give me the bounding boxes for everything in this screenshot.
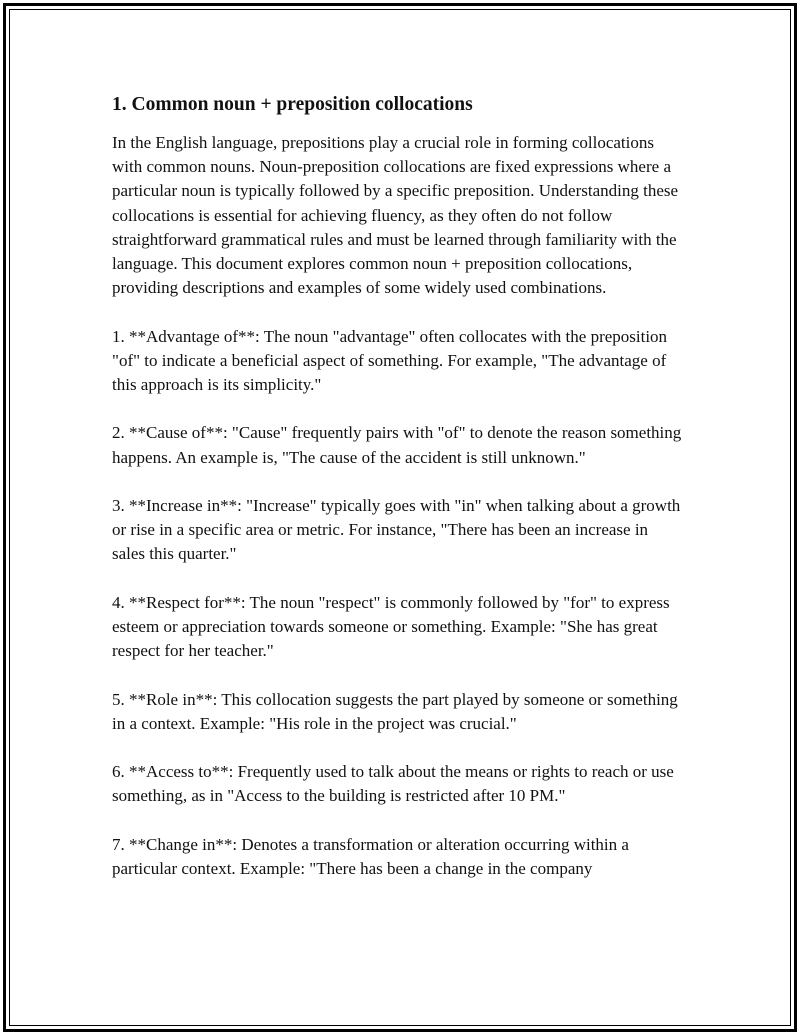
collocation-access-to: 6. **Access to**: Frequently used to talk about the means or rights to reach or use something, as in "Access to the building is restricted after 10 PM."	[112, 762, 674, 806]
collocation-respect-for: 4. **Respect for**: The noun "respect" is commonly followed by "for" to express esteem or appreciation towards someone or something. Example: "She has great respect for her teacher."	[112, 592, 670, 661]
collocation-change-in: 7. **Change in**: Denotes a transformation or alteration occurring within a particular context. Example: "There has been a change in the company	[112, 834, 629, 878]
collocation-role-in: 5. **Role in**: This collocation suggests the part played by someone or something in a context. Example: "His role in the project was crucial."	[112, 689, 678, 733]
intro-paragraph: In the English language, prepositions play a crucial role in forming collocations with common nouns. Noun-preposition collocations are fixed expressions where a particular noun is typically followed by a specific preposition. Understanding these collocations is essential for achieving fluency, as they often do not follow straightforward grammatical rules and must be learned through familiarity with the language. This document explores common noun + preposition collocations, providing descriptions and examples of some widely used combinations.	[112, 133, 679, 298]
collocation-cause-of: 2. **Cause of**: "Cause" frequently pairs with "of" to denote the reason something happens. An example is, "The cause of the accident is still unknown."	[112, 423, 682, 467]
collocation-advantage-of: 1. **Advantage of**: The noun "advantage" often collocates with the preposition "of" to indicate a beneficial aspect of something. For example, "The advantage of this approach is its simplicity."	[112, 326, 668, 395]
document-body	[112, 93, 682, 905]
collocation-increase-in: 3. **Increase in**: "Increase" typically goes with "in" when talking about a growth or rise in a specific area or metric. For instance, "There has been an increase in sales this quarter."	[112, 496, 681, 564]
section-heading: 1. Common noun + preposition collocations	[112, 94, 473, 115]
